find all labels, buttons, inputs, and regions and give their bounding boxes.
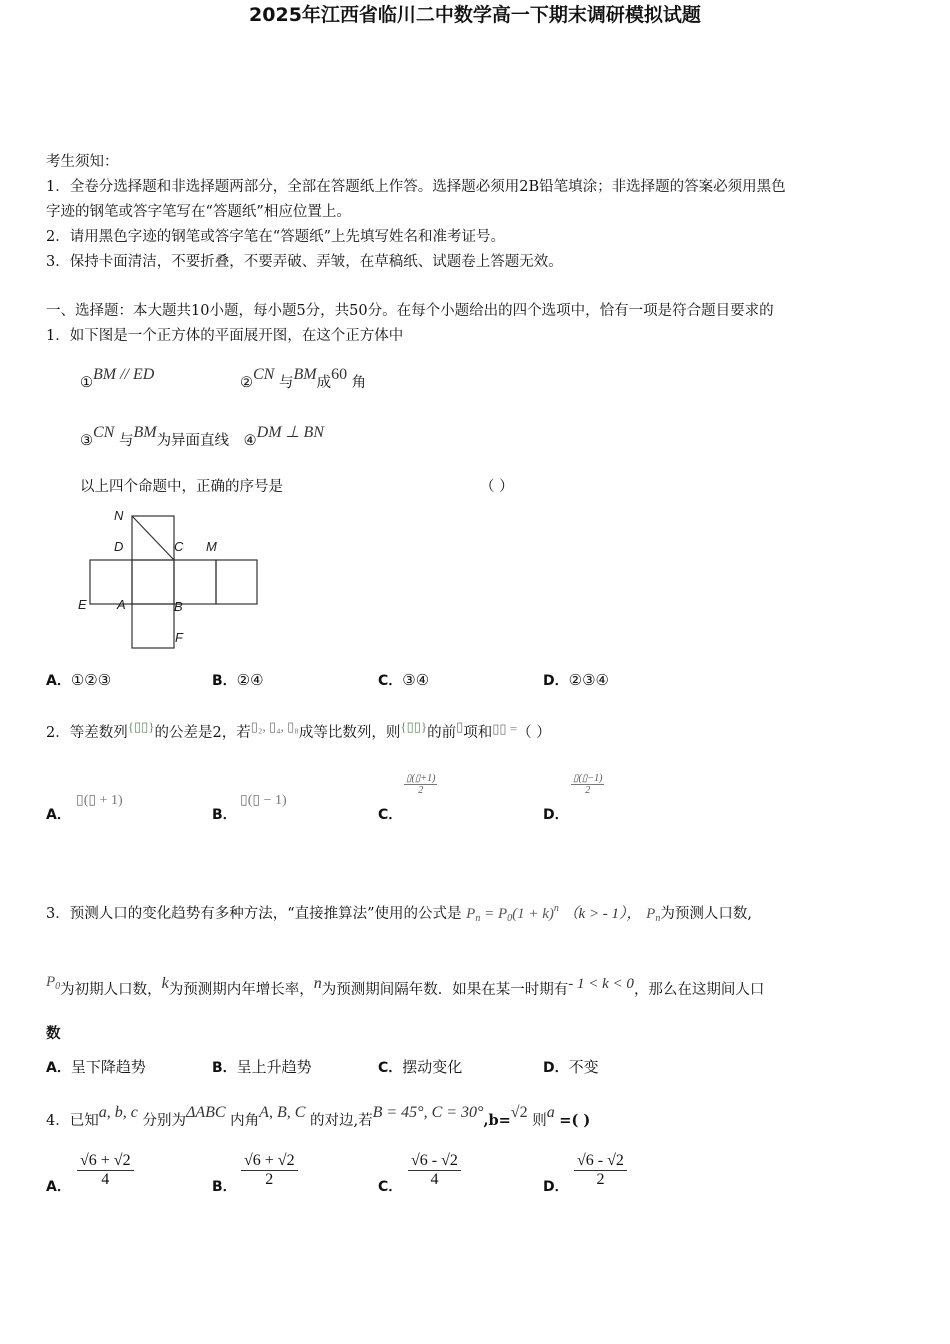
net-label-n: N — [114, 508, 124, 523]
formula-sub-0: 0 — [507, 913, 513, 924]
q3-pn — [646, 906, 660, 922]
q2-seq-symbol: {▯▯} — [127, 719, 155, 734]
net-face-center — [132, 560, 174, 604]
q4-a: a — [546, 1104, 555, 1121]
frac-denominator: 4 — [430, 1171, 439, 1188]
q3-line-3: 数 — [46, 1025, 61, 1042]
option-text: 不变 — [568, 1058, 599, 1076]
prop-3-word-with: 与 — [118, 433, 134, 449]
prop-1-math: BM // ED — [93, 366, 155, 383]
q3-option-a[interactable] — [46, 1056, 146, 1077]
q3-option-b[interactable] — [212, 1056, 312, 1077]
q3-text-4: 为预测期内年增长率， — [168, 982, 314, 998]
prop-3-word-skew: 为异面直线 — [156, 433, 230, 449]
net-label-d: D — [114, 539, 124, 554]
q2-option-d-frac — [571, 773, 604, 797]
formula-eq: = P — [480, 906, 508, 922]
q4-text-5: ,b= — [483, 1112, 511, 1129]
frac-denominator: 2 — [596, 1171, 605, 1188]
frac-numerator: √6 - √2 — [408, 1152, 461, 1171]
frac-numerator: ▯(▯+1) — [406, 773, 436, 784]
section-heading: 一、选择题：本大题共10小题，每小题5分，共50分。在每个小题给出的四个选项中，恰有一项是符合题目要求的 — [46, 303, 774, 319]
q3-condition: （k > - 1）， — [563, 906, 642, 922]
q3-formula — [466, 903, 559, 924]
q4-abc: a, b, c — [98, 1104, 138, 1121]
q2-terms: ▯₂, ▯₄, ▯₈ — [250, 719, 299, 734]
prop-2-word-form: 成 — [316, 375, 332, 391]
q2-text-4: 的前 — [427, 725, 457, 741]
formula-p: P — [466, 906, 476, 922]
q2-text-6: （ ） — [517, 725, 551, 741]
notice-item-1-cont: 字迹的钢笔或答字笔写在“答题纸”相应位置上。 — [46, 204, 351, 220]
option-letter: C． — [378, 807, 403, 823]
notice-item-3: 3．保持卡面清洁，不要折叠，不要弄破、弄皱，在草稿纸、试题卷上答题无效。 — [46, 254, 563, 270]
option-letter: C． — [378, 1060, 403, 1076]
formula-exp: n — [553, 903, 559, 914]
option-text: ②③④ — [568, 671, 609, 689]
notice-item-2: 2．请用黑色字迹的钢笔或答字笔在“答题纸”上先填写姓名和准考证号。 — [46, 229, 506, 245]
q2-option-a-expr: ▯(▯ + 1) — [76, 793, 123, 808]
q2-sn-eq: ▯▯ = — [492, 721, 518, 736]
q1-answer-paren: （ ） — [480, 479, 514, 495]
q4-text-6: 则 — [532, 1113, 547, 1129]
prop-2-number: ② — [240, 375, 253, 391]
notice-item-1: 1．全卷分选择题和非选择题两部分，全部在答题纸上作答。选择题必须用2B铅笔填涂；非选择题的答案必须用黑色 — [46, 179, 786, 195]
q2-text-2: 的公差是2，若 — [154, 725, 251, 741]
q2-option-b-expr: ▯(▯ − 1) — [240, 793, 287, 808]
q1-option-b[interactable] — [212, 670, 264, 690]
q2-stem — [46, 714, 551, 746]
cube-net-figure — [70, 505, 270, 655]
frac-denominator: 2 — [585, 785, 591, 796]
pn-symbol: P — [646, 906, 656, 922]
q2-option-c-frac — [404, 773, 437, 797]
option-letter: D． — [543, 1060, 569, 1076]
q3-line-1 — [46, 896, 752, 931]
q4-option-c-frac — [408, 1152, 461, 1189]
option-letter: D． — [543, 1179, 569, 1195]
q4-option-c[interactable] — [378, 1176, 402, 1196]
formula-rhs: (1 + k) — [512, 906, 554, 922]
frac-numerator: √6 + √2 — [241, 1152, 298, 1171]
frac-numerator: ▯(▯−1) — [573, 773, 603, 784]
net-label-c: C — [174, 539, 184, 554]
option-letter: A． — [46, 673, 71, 689]
q2-text-1: 2．等差数列 — [46, 725, 128, 741]
prop-3-number: ③ — [80, 433, 93, 449]
option-text: 呈上升趋势 — [236, 1058, 312, 1076]
q3-k: k — [161, 975, 169, 992]
q1-prop-3 — [80, 420, 324, 454]
q1-option-d[interactable] — [543, 670, 609, 690]
q4-option-b-frac — [241, 1152, 298, 1189]
option-letter: B． — [212, 807, 237, 823]
prop-3-cn: CN — [93, 424, 115, 441]
q2-seq-symbol-2: {▯▯} — [400, 719, 428, 734]
q3-option-c[interactable] — [378, 1056, 462, 1077]
option-letter: A． — [46, 1179, 71, 1195]
q4-option-d-frac — [574, 1152, 627, 1189]
option-letter: D． — [543, 807, 569, 823]
q4-option-b[interactable] — [212, 1176, 237, 1196]
net-face-far-right — [216, 560, 257, 604]
q1-ask: 以上四个命题中，正确的序号是 — [80, 479, 283, 495]
q4-root: √2 — [510, 1104, 528, 1121]
net-label-e: E — [78, 597, 87, 612]
page-title: 2025年江西省临川二中数学高一下期末调研模拟试题 — [249, 4, 701, 26]
formula-sub-n: n — [475, 913, 481, 924]
p0-sub: 0 — [55, 981, 61, 992]
q4-option-a[interactable] — [46, 1176, 71, 1196]
q1-prop-2 — [240, 362, 366, 396]
prop-4-number: ④ — [243, 433, 257, 449]
q4-triangle: ΔABC — [185, 1104, 226, 1121]
q3-line-2 — [46, 970, 764, 1003]
option-letter: B． — [212, 1179, 237, 1195]
q3-n: n — [313, 975, 322, 992]
q4-text-2: 分别为 — [142, 1113, 186, 1129]
option-text: 呈下降趋势 — [70, 1058, 146, 1076]
net-diagonal-nc — [132, 516, 174, 560]
q3-option-d[interactable] — [543, 1056, 599, 1077]
q4-text-1: 4．已知 — [46, 1113, 99, 1129]
frac-denominator: 2 — [418, 785, 424, 796]
prop-3-bm: BM — [133, 424, 157, 441]
q3-p0 — [46, 974, 60, 990]
frac-denominator: 2 — [265, 1171, 274, 1188]
frac-numerator: √6 + √2 — [77, 1152, 134, 1171]
q3-text-5: 为预测期间隔年数．如果在某一时期有 — [321, 982, 569, 998]
q4-text-7: =( ) — [559, 1112, 591, 1129]
q2-text-5: 项和 — [463, 725, 493, 741]
option-text: 摆动变化 — [402, 1058, 463, 1076]
q3-inequality: - 1 < k < 0 — [568, 976, 634, 992]
q3-text-6: ，那么在这期间人口 — [633, 982, 765, 998]
q2-option-a[interactable] — [46, 804, 71, 824]
net-label-a: A — [117, 597, 126, 612]
q1-stem: 1．如下图是一个正方体的平面展开图，在这个正方体中 — [46, 328, 404, 344]
net-label-m: M — [206, 539, 217, 554]
q3-text-1: 3．预测人口的变化趋势有多种方法，“直接推算法”使用的公式是 — [46, 906, 462, 922]
net-face-bottom — [132, 604, 174, 648]
q1-option-a[interactable] — [46, 670, 111, 690]
q4-option-a-frac — [77, 1152, 134, 1189]
q2-option-c[interactable] — [378, 804, 402, 824]
q2-option-d[interactable] — [543, 804, 569, 824]
prop-4-math: DM ⊥ BN — [256, 424, 324, 441]
option-letter: B． — [212, 673, 237, 689]
net-label-b: B — [174, 599, 183, 614]
option-letter: D． — [543, 673, 569, 689]
option-letter: C． — [378, 673, 403, 689]
q2-option-b[interactable] — [212, 804, 237, 824]
q4-text-4: 的对边,若 — [310, 1113, 373, 1129]
frac-denominator: 4 — [101, 1171, 110, 1188]
q4-condition: B = 45°, C = 30° — [372, 1104, 484, 1121]
net-label-f: F — [175, 630, 183, 645]
option-text: ①②③ — [70, 671, 112, 689]
option-letter: A． — [46, 1060, 71, 1076]
option-letter: C． — [378, 1179, 403, 1195]
q4-angles: A, B, C — [259, 1104, 306, 1121]
q2-text-3: 成等比数列，则 — [298, 725, 401, 741]
p0-symbol: P — [46, 974, 56, 990]
q1-prop-1 — [80, 362, 154, 396]
prop-2-cn: CN — [253, 366, 275, 383]
frac-numerator: √6 - √2 — [574, 1152, 627, 1171]
q4-option-d[interactable] — [543, 1176, 569, 1196]
q4-stem — [46, 1100, 590, 1134]
notice-heading: 考生须知： — [46, 154, 119, 170]
option-text: ③④ — [402, 671, 430, 689]
option-letter: A． — [46, 807, 71, 823]
prop-2-angle: 60 — [331, 366, 348, 383]
prop-2-word-with: 与 — [278, 375, 294, 391]
option-letter: B． — [212, 1060, 237, 1076]
prop-1-number: ① — [80, 375, 93, 391]
q3-text-3: 为初期人口数， — [60, 982, 162, 998]
q3-text-2: 为预测人口数, — [660, 906, 752, 922]
option-text: ②④ — [236, 671, 264, 689]
prop-2-bm: BM — [293, 366, 317, 383]
net-face-right — [174, 560, 216, 604]
pn-sub: n — [655, 913, 661, 924]
q4-text-3: 内角 — [230, 1113, 260, 1129]
q1-option-c[interactable] — [378, 670, 429, 690]
prop-2-word-angle: 角 — [351, 375, 367, 391]
net-face-left — [90, 560, 132, 604]
q2-n: ▯ — [456, 719, 464, 734]
